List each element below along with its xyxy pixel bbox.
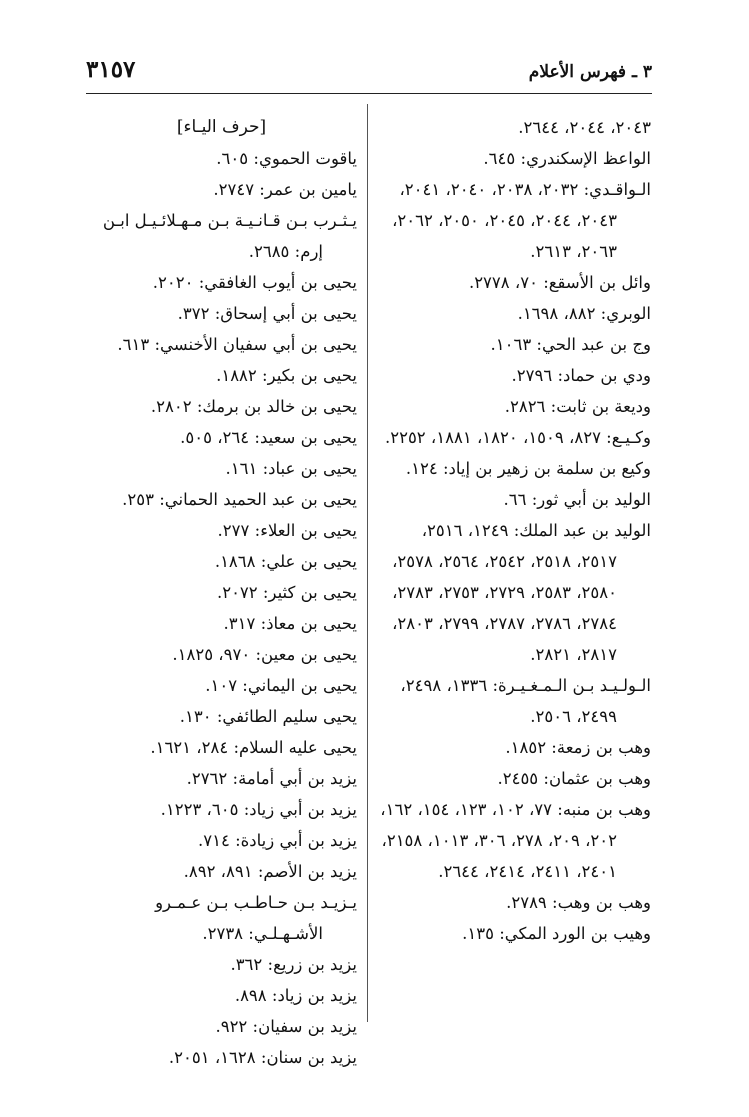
index-entry: يحيى بن العلاء: ٢٧٧. <box>217 521 357 540</box>
index-entry: يحيى عليه السلام: ٢٨٤، ١٦٢١. <box>150 738 357 757</box>
index-entry: ٢٠٤٣، ٢٠٤٤، ٢٦٤٤. <box>518 118 651 137</box>
index-entry: الـولـيـد بـن الـمـغـيـرة: ١٣٣٦، ٢٤٩٨، ٢٤٩٩، ٢٥٠٦. <box>400 676 651 726</box>
index-entry: يحيى بن علي: ١٨٦٨. <box>214 552 357 571</box>
index-entry: وديعة بن ثابت: ٢٨٢٦. <box>504 397 651 416</box>
section-heading: [حرف اليـاء] <box>176 117 267 137</box>
index-entry: يحيى بن بكير: ١٨٨٢. <box>216 366 357 385</box>
page-header <box>86 52 652 92</box>
index-entry: يحيى بن أبي إسحاق: ٣٧٢. <box>177 304 357 323</box>
left-column <box>86 112 357 1073</box>
index-entry: يامين بن عمر: ٢٧٤٧. <box>213 180 357 199</box>
index-entry: يحيى بن معين: ٩٧٠، ١٨٢٥. <box>172 645 357 664</box>
running-header-title: ٣ ـ فهرس الأعلام <box>528 62 652 82</box>
index-entry: الوبري: ٨٨٢، ١٦٩٨. <box>517 304 651 323</box>
index-entry: يحيى بن عباد: ١٦١. <box>225 459 357 478</box>
index-entry: يـثـرب بـن قـانـيـة بـن مـهـلائـيـل ابـن إرم: ٢٦٨٥. <box>102 211 357 261</box>
right-column <box>378 112 651 949</box>
index-entry: الـواقـدي: ٢٠٣٢، ٢٠٣٨، ٢٠٤٠، ٢٠٤١، ٢٠٤٣، ٢٠٤٤، ٢٠٤٥، ٢٠٥٠، ٢٠٦٢، ٢٠٦٣، ٢٦١٣. <box>392 180 651 261</box>
index-entry: الوليد بن أبي ثور: ٦٦. <box>503 490 651 509</box>
index-entry: يزيد بن زريع: ٣٦٢. <box>230 955 357 974</box>
index-entry: وهب بن عثمان: ٢٤٥٥. <box>497 769 651 788</box>
index-entry: يزيد بن سنان: ١٦٢٨، ٢٠٥١. <box>168 1048 357 1067</box>
index-entry: الوليد بن عبد الملك: ١٢٤٩، ٢٥١٦، ٢٥١٧، ٢٥١٨، ٢٥٤٢، ٢٥٦٤، ٢٥٧٨، ٢٥٨٠، ٢٥٨٣، ٢٧٢٩، ٢٧٥٣، ٢٧٨٣، ٢٧٨٤، ٢٧٨٦، ٢٧٨٧، ٢٧٩٩، ٢٨٠٣، ٢٨١٧، ٢٨٢١. <box>392 521 651 664</box>
index-entry: وهب بن وهب: ٢٧٨٩. <box>506 893 651 912</box>
index-entry: وكيع بن سلمة بن زهير بن إياد: ١٢٤. <box>405 459 651 478</box>
index-entry: يـزيـد بـن حـاطـب بـن عـمـرو الأشـهـلـي: ٢٧٣٨. <box>155 893 357 943</box>
index-entry: وهب بن زمعة: ١٨٥٢. <box>505 738 651 757</box>
index-entry: يزيد بن أبي أمامة: ٢٧٦٢. <box>186 769 357 788</box>
index-entry: يزيد بن سفيان: ٩٢٢. <box>215 1017 357 1036</box>
index-entry: يحيى بن خالد بن برمك: ٢٨٠٢. <box>150 397 357 416</box>
index-entry: يحيى بن معاذ: ٣١٧. <box>223 614 357 633</box>
index-entry: ياقوت الحموي: ٦٠٥. <box>216 149 357 168</box>
index-entry: وهب بن منبه: ٧٧، ١٠٢، ١٢٣، ١٥٤، ١٦٢، ٢٠٢، ٢٠٩، ٢٧٨، ٣٠٦، ١٠١٣، ٢١٥٨، ٢٤٠١، ٢٤١١، ٢٤١٤، ٢٦٤٤. <box>380 800 651 881</box>
index-entry: يزيد بن الأصم: ٨٩١، ٨٩٢. <box>183 862 357 881</box>
header-rule <box>86 93 652 94</box>
index-entry: يحيى بن اليماني: ١٠٧. <box>205 676 357 695</box>
index-entry: يحيى سليم الطائفي: ١٣٠. <box>179 707 357 726</box>
index-entry: يزيد بن أبي زيادة: ٧١٤. <box>198 831 357 850</box>
index-entry: يحيى بن سعيد: ٢٦٤، ٥٠٥. <box>180 428 357 447</box>
column-divider <box>367 104 368 1022</box>
index-entry: الواعظ الإسكندري: ٦٤٥. <box>483 149 651 168</box>
page-number: ٣١٥٧ <box>86 56 136 83</box>
index-entry: وكـيـع: ٨٢٧، ١٥٠٩، ١٨٢٠، ١٨٨١، ٢٢٥٢. <box>384 428 651 447</box>
index-entry: ودي بن حماد: ٢٧٩٦. <box>511 366 651 385</box>
index-entry: يحيى بن كثير: ٢٠٧٢. <box>216 583 357 602</box>
index-entry: يزيد بن أبي زياد: ٦٠٥، ١٢٢٣. <box>160 800 357 819</box>
index-entry: وهيب بن الورد المكي: ١٣٥. <box>462 924 651 943</box>
index-entry: وج بن عبد الحي: ١٠٦٣. <box>490 335 651 354</box>
index-entry: يحيى بن عبد الحميد الحماني: ٢٥٣. <box>122 490 357 509</box>
index-entry: يحيى بن أبي سفيان الأخنسي: ٦١٣. <box>117 335 357 354</box>
index-entry: يحيى بن أيوب الغافقي: ٢٠٢٠. <box>152 273 357 292</box>
index-entry: يزيد بن زياد: ٨٩٨. <box>234 986 357 1005</box>
index-entry: وائل بن الأسقع: ٧٠، ٢٧٧٨. <box>468 273 651 292</box>
